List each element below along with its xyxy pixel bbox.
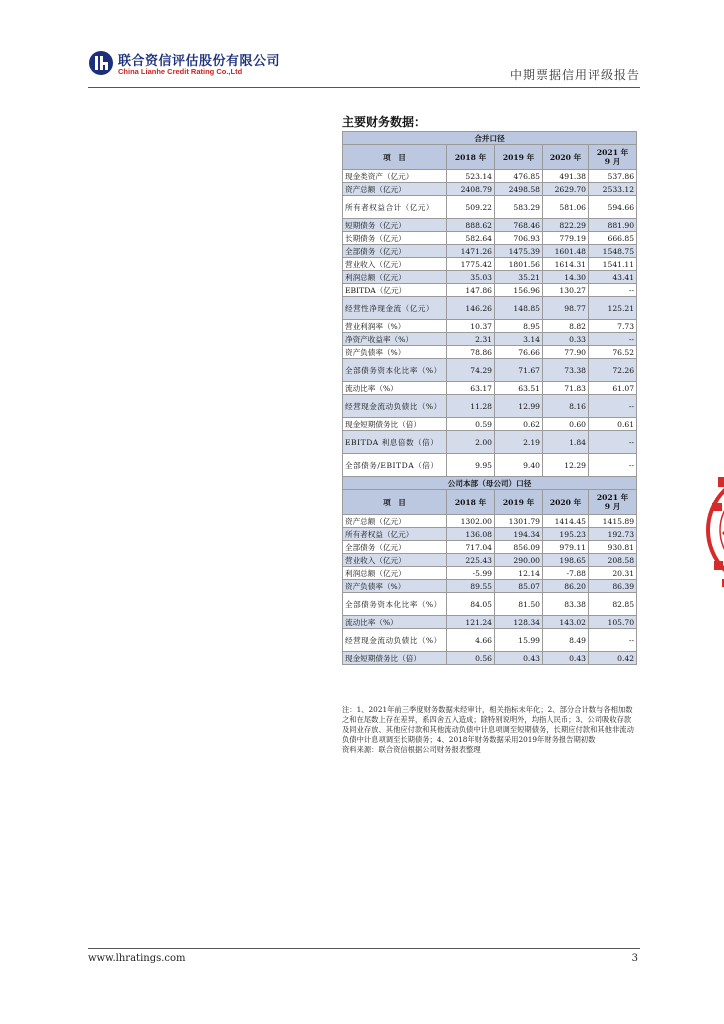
table-cell: 888.62 xyxy=(447,219,495,232)
table-cell: 768.46 xyxy=(495,219,543,232)
row-label: 现金短期债务比（倍） xyxy=(343,418,447,431)
row-label: 净资产收益率（%） xyxy=(343,333,447,346)
table-cell: 7.73 xyxy=(589,320,637,333)
table-row xyxy=(343,580,637,593)
table-cell: 76.52 xyxy=(589,346,637,359)
table-cell: 156.96 xyxy=(495,284,543,297)
row-label: 现金类资产（亿元） xyxy=(343,170,447,183)
table-cell: 0.59 xyxy=(447,418,495,431)
table-row xyxy=(343,567,637,580)
table-row xyxy=(343,454,637,477)
row-label: EBITDA 利息倍数（倍） xyxy=(343,431,447,454)
column-header: 项 目 xyxy=(343,145,447,170)
row-label: 资产总额（亿元） xyxy=(343,183,447,196)
table-cell: 537.86 xyxy=(589,170,637,183)
table-cell: 2.19 xyxy=(495,431,543,454)
table-cell: 225.43 xyxy=(447,554,495,567)
table-cell: 86.39 xyxy=(589,580,637,593)
table-cell: 0.33 xyxy=(543,333,589,346)
table-header-row xyxy=(343,145,637,170)
table-cell: -- xyxy=(589,454,637,477)
table-cell: 71.67 xyxy=(495,359,543,382)
table-cell: 63.51 xyxy=(495,382,543,395)
table-cell: 1614.31 xyxy=(543,258,589,271)
table-cell: 1801.56 xyxy=(495,258,543,271)
table-cell: 198.65 xyxy=(543,554,589,567)
table-cell: 583.29 xyxy=(495,196,543,219)
company-logo-icon xyxy=(88,50,114,76)
table-cell: 1302.00 xyxy=(447,515,495,528)
table-row xyxy=(343,554,637,567)
table-cell: 476.85 xyxy=(495,170,543,183)
table-cell: 666.85 xyxy=(589,232,637,245)
table-cell: 35.03 xyxy=(447,271,495,284)
table-cell: 73.38 xyxy=(543,359,589,382)
row-label: 所有者权益（亿元） xyxy=(343,528,447,541)
table-header-row xyxy=(343,490,637,515)
row-label: 营业收入（亿元） xyxy=(343,258,447,271)
table-notes xyxy=(342,705,636,755)
row-label: 全部债务资本化比率（%） xyxy=(343,593,447,616)
table-cell: 105.70 xyxy=(589,616,637,629)
table-cell: 290.00 xyxy=(495,554,543,567)
column-header: 2020 年 xyxy=(543,490,589,515)
table-cell: 63.17 xyxy=(447,382,495,395)
table-cell: 9.95 xyxy=(447,454,495,477)
table-cell: 4.66 xyxy=(447,629,495,652)
table-cell: -5.99 xyxy=(447,567,495,580)
note-text: 注：1、2021年前三季度财务数据未经审计，相关指标未年化；2、部分合计数与各相加数之和在尾数上存在差异，系四舍五入造成；除特别说明外，均指人民币；3、公司吸收存款及同业存放、其他应付款和其他流动负债中计息项调至短期债务，长期应付款和其他非流动负债中计息项调至长期债务；4、2018年财务数据采用2019年财务报告期初数 xyxy=(342,705,634,744)
table-cell: -7.88 xyxy=(543,567,589,580)
row-label: 流动比率（%） xyxy=(343,616,447,629)
table-row xyxy=(343,395,637,418)
row-label: 全部债务资本化比率（%） xyxy=(343,359,447,382)
report-title: 中期票据信用评级报告 xyxy=(509,68,640,82)
column-header: 2020 年 xyxy=(543,145,589,170)
table-cell: 128.34 xyxy=(495,616,543,629)
table-row xyxy=(343,297,637,320)
table-row xyxy=(343,515,637,528)
table-row xyxy=(343,245,637,258)
table-cell: 8.16 xyxy=(543,395,589,418)
table-row xyxy=(343,183,637,196)
table-row xyxy=(343,528,637,541)
table-cell: 1475.39 xyxy=(495,245,543,258)
row-label: 经营现金流动负债比（%） xyxy=(343,395,447,418)
table-cell: 0.62 xyxy=(495,418,543,431)
table-cell: 98.77 xyxy=(543,297,589,320)
table-cell: 12.29 xyxy=(543,454,589,477)
table-cell: 2498.58 xyxy=(495,183,543,196)
table-cell: 81.50 xyxy=(495,593,543,616)
table-cell: 147.86 xyxy=(447,284,495,297)
table-row xyxy=(343,382,637,395)
table-row xyxy=(343,196,637,219)
table-cell: 881.90 xyxy=(589,219,637,232)
row-label: 资产总额（亿元） xyxy=(343,515,447,528)
column-header: 2018 年 xyxy=(447,490,495,515)
page-number: 3 xyxy=(631,953,638,964)
row-label: 经营性净现金流（亿元） xyxy=(343,297,447,320)
table-row xyxy=(343,652,637,665)
table-cell: 148.85 xyxy=(495,297,543,320)
table-cell: 130.27 xyxy=(543,284,589,297)
row-label: 全部债务（亿元） xyxy=(343,245,447,258)
footer-divider xyxy=(88,948,640,949)
column-header: 项 目 xyxy=(343,490,447,515)
table-cell: 1548.75 xyxy=(589,245,637,258)
table-row xyxy=(343,431,637,454)
table-row xyxy=(343,284,637,297)
table-cell: 717.04 xyxy=(447,541,495,554)
table-row xyxy=(343,418,637,431)
page-header xyxy=(88,46,640,86)
section-caption: 合并口径 xyxy=(343,132,637,145)
table-cell: 0.56 xyxy=(447,652,495,665)
table-row xyxy=(343,541,637,554)
column-header: 2021 年 9 月 xyxy=(589,490,637,515)
row-label: 利润总额（亿元） xyxy=(343,271,447,284)
table-cell: 125.21 xyxy=(589,297,637,320)
row-label: 营业收入（亿元） xyxy=(343,554,447,567)
table-row xyxy=(343,170,637,183)
row-label: 资产负债率（%） xyxy=(343,346,447,359)
table-row xyxy=(343,346,637,359)
table-cell: 3.14 xyxy=(495,333,543,346)
table-cell: 194.34 xyxy=(495,528,543,541)
table-cell: -- xyxy=(589,629,637,652)
table-cell: 84.05 xyxy=(447,593,495,616)
table-cell: 8.49 xyxy=(543,629,589,652)
table-cell: 2533.12 xyxy=(589,183,637,196)
row-label: 营业利润率（%） xyxy=(343,320,447,333)
table-cell: 9.40 xyxy=(495,454,543,477)
source-text: 资料来源：联合资信根据公司财务报表整理 xyxy=(342,745,481,754)
table-cell: -- xyxy=(589,333,637,346)
column-header: 2019 年 xyxy=(495,145,543,170)
table-cell: 20.31 xyxy=(589,567,637,580)
footer-url[interactable]: www.lhratings.com xyxy=(88,953,186,964)
table-cell: 86.20 xyxy=(543,580,589,593)
table-row xyxy=(343,219,637,232)
table-cell: 1414.45 xyxy=(543,515,589,528)
table-cell: 856.09 xyxy=(495,541,543,554)
table-cell: 143.02 xyxy=(543,616,589,629)
table-cell: 594.66 xyxy=(589,196,637,219)
table-cell: 1601.48 xyxy=(543,245,589,258)
table-cell: 523.14 xyxy=(447,170,495,183)
table-row xyxy=(343,271,637,284)
row-label: 经营现金流动负债比（%） xyxy=(343,629,447,652)
table-cell: 2.31 xyxy=(447,333,495,346)
row-label: 全部债务（亿元） xyxy=(343,541,447,554)
row-label: 全部债务/EBITDA（倍） xyxy=(343,454,447,477)
table-row xyxy=(343,593,637,616)
table-cell: 930.81 xyxy=(589,541,637,554)
table-row xyxy=(343,359,637,382)
table-cell: 2629.70 xyxy=(543,183,589,196)
table-cell: 77.90 xyxy=(543,346,589,359)
table-cell: 2.00 xyxy=(447,431,495,454)
table-cell: 85.07 xyxy=(495,580,543,593)
table-cell: 1541.11 xyxy=(589,258,637,271)
company-name-cn: 联合资信评估股份有限公司 xyxy=(118,54,281,69)
table-cell: 706.93 xyxy=(495,232,543,245)
table-cell: 581.06 xyxy=(543,196,589,219)
table-cell: 1301.79 xyxy=(495,515,543,528)
table-row xyxy=(343,232,637,245)
table-cell: 8.82 xyxy=(543,320,589,333)
table-cell: 35.21 xyxy=(495,271,543,284)
table-cell: 491.38 xyxy=(543,170,589,183)
table-cell: 582.64 xyxy=(447,232,495,245)
table-cell: 195.23 xyxy=(543,528,589,541)
column-header: 2019 年 xyxy=(495,490,543,515)
table-cell: 89.55 xyxy=(447,580,495,593)
table-cell: 74.29 xyxy=(447,359,495,382)
row-label: 短期债务（亿元） xyxy=(343,219,447,232)
table-cell: 779.19 xyxy=(543,232,589,245)
table-cell: -- xyxy=(589,395,637,418)
table-cell: 15.99 xyxy=(495,629,543,652)
section-caption: 公司本部（母公司）口径 xyxy=(343,477,637,490)
table-row xyxy=(343,629,637,652)
table-cell: 192.73 xyxy=(589,528,637,541)
table-cell: 0.60 xyxy=(543,418,589,431)
table-cell: 0.42 xyxy=(589,652,637,665)
table-cell: 10.37 xyxy=(447,320,495,333)
table-cell: 76.66 xyxy=(495,346,543,359)
table-cell: 61.07 xyxy=(589,382,637,395)
row-label: 资产负债率（%） xyxy=(343,580,447,593)
table-row xyxy=(343,333,637,346)
table-section-caption xyxy=(343,132,637,145)
table-cell: 82.85 xyxy=(589,593,637,616)
table-cell: 0.61 xyxy=(589,418,637,431)
table-cell: 136.08 xyxy=(447,528,495,541)
table-cell: 83.38 xyxy=(543,593,589,616)
table-cell: 2408.79 xyxy=(447,183,495,196)
table-cell: 11.28 xyxy=(447,395,495,418)
table-cell: 72.26 xyxy=(589,359,637,382)
table-cell: -- xyxy=(589,284,637,297)
table-row xyxy=(343,258,637,271)
table-section-caption xyxy=(343,477,637,490)
table-cell: 1.84 xyxy=(543,431,589,454)
table-cell: 509.22 xyxy=(447,196,495,219)
table-cell: 12.14 xyxy=(495,567,543,580)
row-label: 利润总额（亿元） xyxy=(343,567,447,580)
table-cell: 1471.26 xyxy=(447,245,495,258)
section-title: 主要财务数据： xyxy=(342,115,427,129)
row-label: 流动比率（%） xyxy=(343,382,447,395)
table-cell: 8.95 xyxy=(495,320,543,333)
seal-stamp-icon xyxy=(704,455,724,605)
table-cell: 1775.42 xyxy=(447,258,495,271)
table-cell: 14.30 xyxy=(543,271,589,284)
table-cell: 78.86 xyxy=(447,346,495,359)
financial-data-table xyxy=(342,131,637,665)
table-cell: 0.43 xyxy=(543,652,589,665)
company-name-en: China Lianhe Credit Rating Co.,Ltd xyxy=(118,67,243,76)
row-label: 现金短期债务比（倍） xyxy=(343,652,447,665)
row-label: 长期债务（亿元） xyxy=(343,232,447,245)
table-cell: 208.58 xyxy=(589,554,637,567)
table-cell: 146.26 xyxy=(447,297,495,320)
header-divider xyxy=(88,87,640,88)
table-cell: 43.41 xyxy=(589,271,637,284)
table-cell: 0.43 xyxy=(495,652,543,665)
table-cell: 121.24 xyxy=(447,616,495,629)
row-label: 所有者权益合计（亿元） xyxy=(343,196,447,219)
table-cell: 979.11 xyxy=(543,541,589,554)
column-header: 2021 年 9 月 xyxy=(589,145,637,170)
table-cell: 12.99 xyxy=(495,395,543,418)
table-cell: 1415.89 xyxy=(589,515,637,528)
table-row xyxy=(343,616,637,629)
table-row xyxy=(343,320,637,333)
table-cell: 71.83 xyxy=(543,382,589,395)
table-cell: -- xyxy=(589,431,637,454)
row-label: EBITDA（亿元） xyxy=(343,284,447,297)
column-header: 2018 年 xyxy=(447,145,495,170)
table-cell: 822.29 xyxy=(543,219,589,232)
